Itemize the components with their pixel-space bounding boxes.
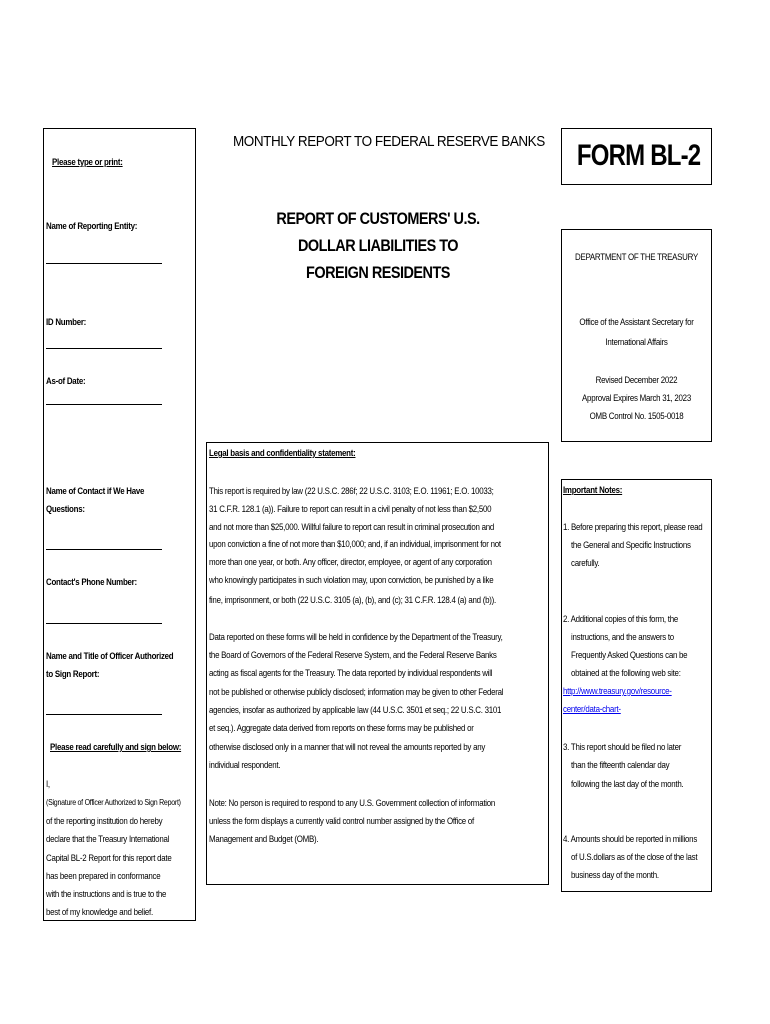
note-line: than the fifteenth calendar day	[571, 760, 670, 770]
note-line: business day of the month.	[571, 870, 659, 880]
legal-text-line: This report is required by law (22 U.S.C. 286f; 22 U.S.C. 3103; E.O. 11961; E.O. 10033;	[209, 486, 494, 496]
form-title: FORM BL-2	[576, 139, 701, 172]
note-line: carefully.	[571, 558, 600, 568]
legal-text-line: upon conviction a fine of not more than $10,000; and, if an individual, imprisonment for not	[209, 539, 501, 549]
legal-note-line: unless the form displays a currently valid control number assigned by the Office of	[209, 816, 474, 826]
phone-field[interactable]	[46, 623, 162, 624]
officer-name-field[interactable]	[46, 714, 162, 715]
legal-text-line: more than one year, or both. Any officer, director, employee, or agent of any corporation	[209, 557, 492, 567]
note-line: Frequently Asked Questions can be	[571, 650, 688, 660]
department-name: DEPARTMENT OF THE TREASURY	[575, 252, 698, 262]
phone-label: Contact's Phone Number:	[46, 577, 137, 587]
legal-note-line: Management and Budget (OMB).	[209, 834, 319, 844]
treasury-link-line1[interactable]: http://www.treasury.gov/resource-	[563, 686, 672, 696]
office-line: Office of the Assistant Secretary for	[579, 317, 694, 327]
treasury-link-line2[interactable]: center/data-chart-	[563, 704, 621, 714]
note-line: 4. Amounts should be reported in millions	[563, 834, 698, 844]
note-line: 3. This report should be filed no later	[563, 742, 682, 752]
name-entity-label: Name of Reporting Entity:	[46, 221, 138, 231]
monthly-report-title: MONTHLY REPORT TO FEDERAL RESERVE BANKS	[233, 133, 545, 150]
note-line: the General and Specific Instructions	[571, 540, 691, 550]
note-line: instructions, and the answers to	[571, 632, 674, 642]
declaration-line: of the reporting institution do hereby	[46, 816, 163, 826]
legal-note-line: Note: No person is required to respond to any U.S. Government collection of information	[209, 798, 496, 808]
legal-text-line: who knowingly participates in such violation may, upon conviction, be punished by a like	[209, 575, 494, 585]
asof-date-field[interactable]	[46, 404, 162, 405]
id-number-label: ID Number:	[46, 317, 87, 327]
report-title-line1: REPORT OF CUSTOMERS' U.S.	[276, 209, 480, 228]
i-label: I,	[46, 779, 50, 789]
legal-text-line: the Board of Governors of the Federal Reserve System, and the Federal Reserve Banks	[209, 650, 497, 660]
declaration-line: has been prepared in conformance	[46, 871, 161, 881]
note-line: obtained at the following web site:	[571, 668, 681, 678]
id-number-field[interactable]	[46, 348, 162, 349]
contact-name-field[interactable]	[46, 549, 162, 550]
legal-text-line: agencies, insofar as authorized by applicable law (44 U.S.C. 3501 et seq.; 22 U.S.C. 3101	[209, 705, 502, 715]
legal-text-line: Data reported on these forms will be held in confidence by the Department of the Treasury,	[209, 632, 503, 642]
note-line: of U.S.dollars as of the close of the last	[571, 852, 698, 862]
legal-text-line: acting as fiscal agents for the Treasury. The data reported by individual respondents will	[209, 668, 493, 678]
approval-line: Approval Expires March 31, 2023	[582, 393, 691, 403]
legal-text-line: et seq.). Aggregate data derived from reports on these forms may be published or	[209, 723, 474, 733]
omb-control-line: OMB Control No. 1505-0018	[589, 411, 684, 421]
note-line: following the last day of the month.	[571, 779, 684, 789]
legal-text-line: fine, imprisonment, or both (22 U.S.C. 3105 (a), (b), and (c); 31 C.F.R. 128.4 (a) and (b)).	[209, 595, 496, 605]
legal-text-line: and not more than $25,000. Willful failure to report can result in criminal prosecution and	[209, 522, 495, 532]
form-title-box	[561, 128, 712, 185]
name-entity-field[interactable]	[46, 263, 162, 264]
office-line: International Affairs	[605, 337, 668, 347]
officer-label-line2: to Sign Report:	[46, 669, 100, 679]
note-line: 2. Additional copies of this form, the	[563, 614, 679, 624]
contact-label-line1: Name of Contact if We Have	[46, 486, 145, 496]
report-title-line3: FOREIGN RESIDENTS	[306, 263, 450, 282]
please-type-label: Please type or print:	[52, 157, 123, 167]
legal-text-line: individual respondent.	[209, 760, 281, 770]
declaration-line: Capital BL-2 Report for this report date	[46, 853, 172, 863]
declaration-line: declare that the Treasury International	[46, 834, 170, 844]
legal-text-line: 31 C.F.R. 128.1 (a)). Failure to report can result in a civil penalty of not less than $2,500	[209, 504, 492, 514]
asof-date-label: As-of Date:	[46, 376, 86, 386]
signature-label: (Signature of Officer Authorized to Sign Report)	[46, 798, 181, 807]
read-carefully-label: Please read carefully and sign below:	[50, 742, 182, 752]
report-title-line2: DOLLAR LIABILITIES TO	[297, 236, 459, 255]
officer-label-line1: Name and Title of Officer Authorized	[46, 651, 174, 661]
legal-heading: Legal basis and confidentiality statement:	[209, 448, 356, 458]
legal-text-line: not be published or otherwise publicly disclosed; information may be given to other Federal	[209, 687, 504, 697]
legal-text-line: otherwise disclosed only in a manner that will not reveal the amounts reported by any	[209, 742, 486, 752]
revised-line: Revised December 2022	[595, 375, 678, 385]
declaration-line: with the instructions and is true to the	[46, 889, 167, 899]
declaration-line: best of my knowledge and belief.	[46, 907, 153, 917]
contact-label-line2: Questions:	[46, 504, 85, 514]
notes-heading: Important Notes:	[563, 485, 623, 495]
note-line: 1. Before preparing this report, please read	[563, 522, 703, 532]
